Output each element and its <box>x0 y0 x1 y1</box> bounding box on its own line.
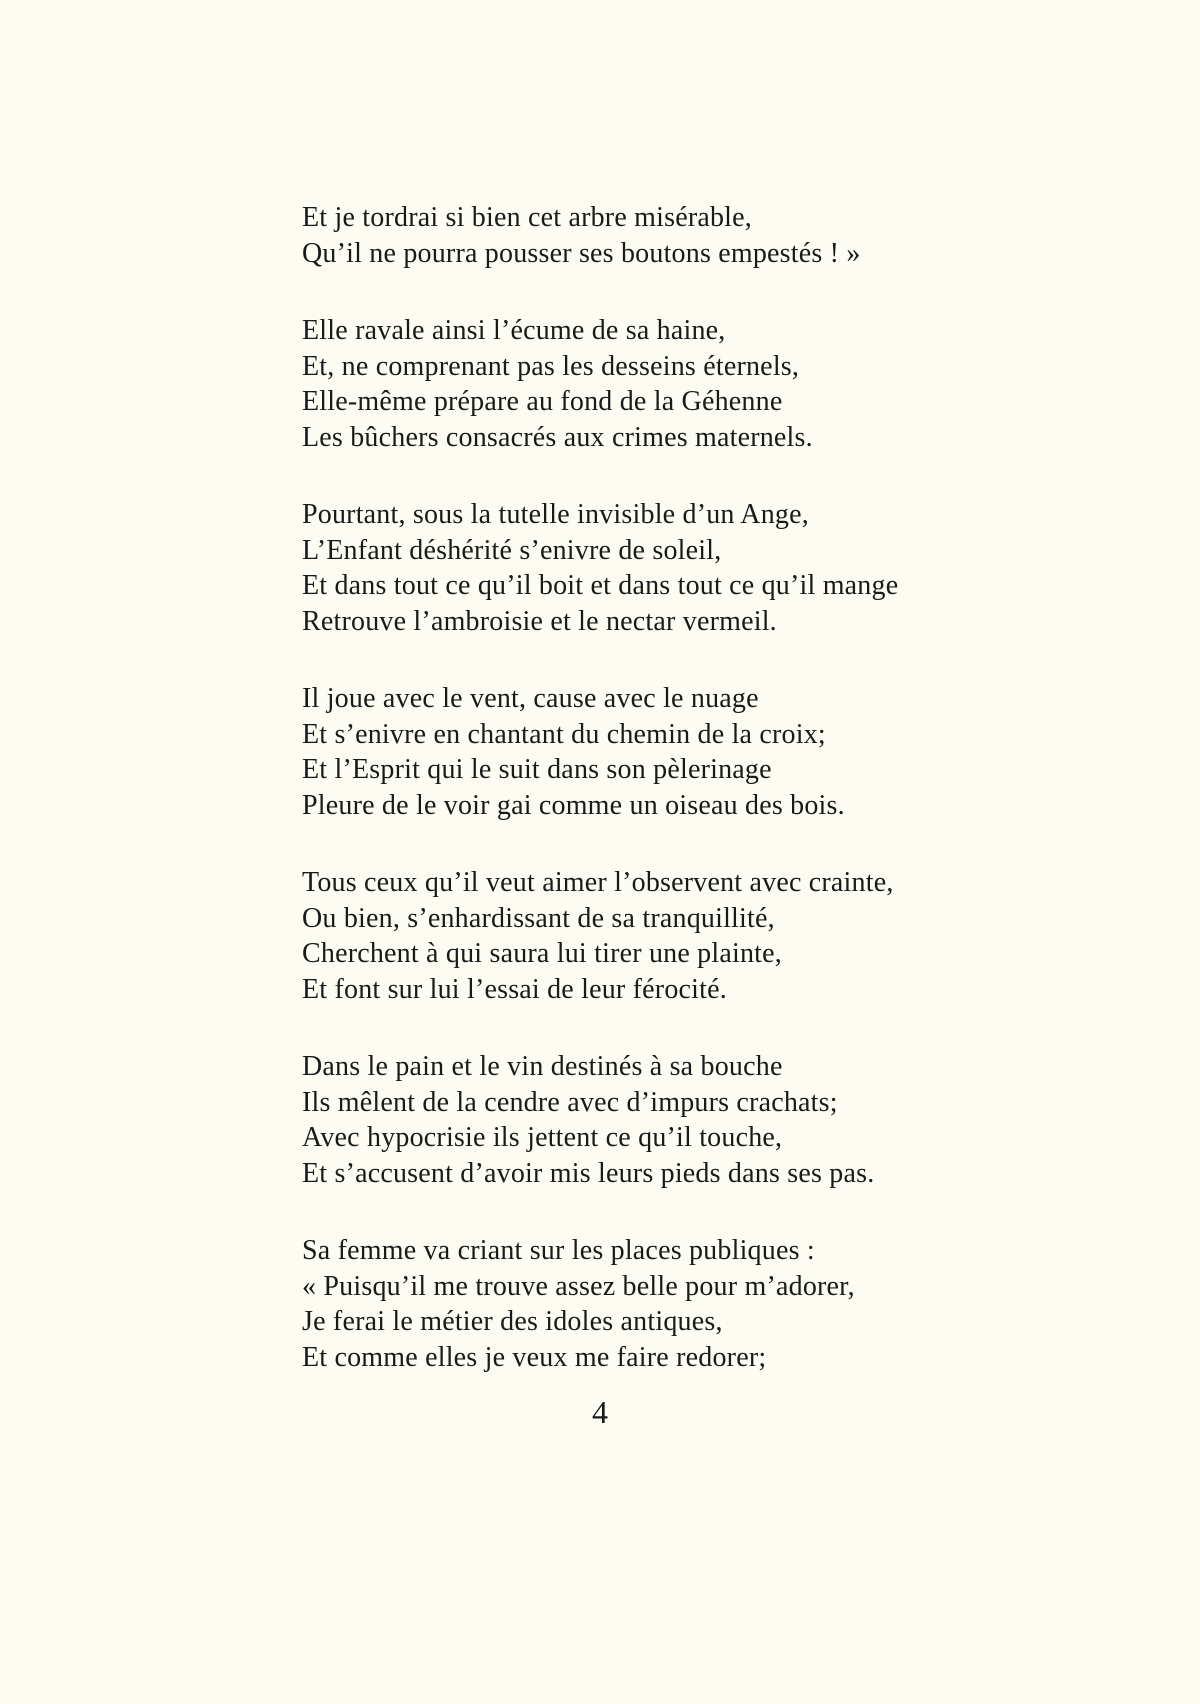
verse-line: Qu’il ne pourra pousser ses boutons empestés ! » <box>302 237 861 269</box>
stanza-4 <box>302 681 1122 823</box>
stanza-5 <box>302 865 1122 1007</box>
verse-line: Elle-même prépare au fond de la Géhenne <box>302 386 783 417</box>
verse-line: Elle ravale ainsi l’écume de sa haine, <box>302 315 726 346</box>
verse-line: « Puisqu’il me trouve assez belle pour m’adorer, <box>302 1270 855 1302</box>
verse-line: Et s’accusent d’avoir mis leurs pieds dans ses pas. <box>302 1157 875 1189</box>
stanza-1 <box>302 200 1122 271</box>
verse-line: Ils mêlent de la cendre avec d’impurs crachats; <box>302 1086 838 1118</box>
verse-line: Et l’Esprit qui le suit dans son pèlerinage <box>302 754 772 785</box>
verse-line: Et font sur lui l’essai de leur férocité. <box>302 973 727 1005</box>
verse-line: Pourtant, sous la tutelle invisible d’un Ange, <box>302 499 809 530</box>
stanza-7 <box>302 1233 1122 1375</box>
verse-line: L’Enfant déshérité s’enivre de soleil, <box>302 534 722 566</box>
verse-line: Et, ne comprenant pas les desseins éternels, <box>302 350 800 382</box>
verse-line: Dans le pain et le vin destinés à sa bouche <box>302 1051 783 1082</box>
stanza-6 <box>302 1049 1122 1191</box>
verse-line: Ou bien, s’enhardissant de sa tranquillité, <box>302 902 775 934</box>
page-number: 4 <box>592 1394 608 1430</box>
verse-line: Je ferai le métier des idoles antiques, <box>302 1306 723 1337</box>
poem-text <box>302 200 1122 1417</box>
verse-line: Avec hypocrisie ils jettent ce qu’il touche, <box>302 1122 783 1153</box>
verse-line: Pleure de le voir gai comme un oiseau des bois. <box>302 789 845 821</box>
verse-line: Retrouve l’ambroisie et le nectar vermeil. <box>302 605 777 637</box>
verse-line: Et je tordrai si bien cet arbre misérable, <box>302 202 752 233</box>
verse-line: Les bûchers consacrés aux crimes maternels. <box>302 421 813 453</box>
verse-line: Cherchent à qui saura lui tirer une plainte, <box>302 938 782 969</box>
verse-line: Et comme elles je veux me faire redorer; <box>302 1341 767 1373</box>
verse-line: Et s’enivre en chantant du chemin de la croix; <box>302 718 826 750</box>
verse-line: Il joue avec le vent, cause avec le nuage <box>302 683 759 714</box>
verse-line: Et dans tout ce qu’il boit et dans tout ce qu’il mange <box>302 570 899 601</box>
verse-line: Sa femme va criant sur les places publiques : <box>302 1235 815 1266</box>
verse-line: Tous ceux qu’il veut aimer l’observent avec crainte, <box>302 867 894 898</box>
stanza-3 <box>302 497 1122 639</box>
stanza-2 <box>302 313 1122 455</box>
